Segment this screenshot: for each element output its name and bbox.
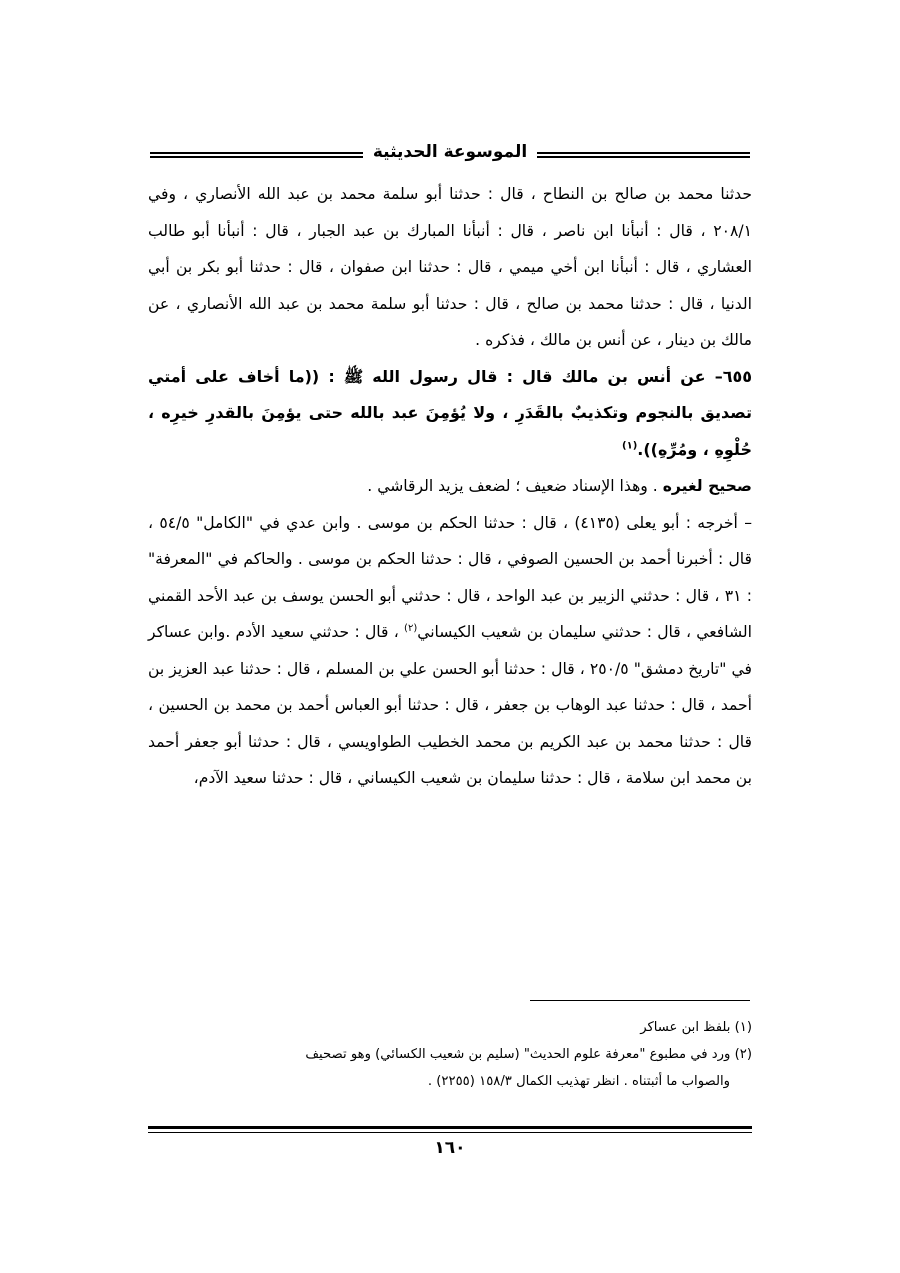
running-header-title: الموسوعة الحديثية — [363, 142, 537, 162]
grade-label: صحيح لغيره — [662, 477, 752, 495]
footnote-2-line-1: (٢) ورد في مطبوع "معرفة علوم الحديث" (سليم بن شعيب الكسائي) وهو تصحيف — [305, 1047, 752, 1062]
header-title-wrap — [150, 142, 750, 162]
grade-paragraph — [148, 468, 752, 505]
footnote-1: (١) بلفظ ابن عساكر — [640, 1020, 752, 1035]
takhrij-text-part1: – أخرجه : أبو يعلى (٤١٣٥) ، قال : حدثنا الحكم بن موسى . وابن عدي في "الكامل" ٥٤/٥ ، قال : أخبرنا أحمد بن الحسين الصوفي ، قال : حدثنا الحكم بن موسى . والحاكم في "المعرفة" : ٣١ ، قال : حدثني الزبير بن عبد الواحد ، قال : حدثني أبو الحسن يوسف بن عبد الأحد القمني الشافعي ، قال : حدثني سليمان بن شعيب الكيساني — [148, 513, 752, 641]
footnote-2-line-2: والصواب ما أثبتناه . انظر تهذيب الكمال ١٥٨/٣ (٢٢٥٥) . — [427, 1074, 730, 1089]
hadith-text: ٦٥٥– عن أنس بن مالك قال : قال رسول الله ﷺ : ((ما أخاف على أمتي تصديق بالنجوم وتكذيبٌ بالقَدَرِ ، ولا يُؤمِنَ عبد بالله حتى يؤمِنَ بالقدرِ خيرِه ، حُلْوِهِ ، ومُرِّهِ)). — [148, 366, 752, 459]
footnotes — [148, 1014, 752, 1095]
isnad-chain-paragraph: حدثنا محمد بن صالح بن النطاح ، قال : حدثنا أبو سلمة محمد بن عبد الله الأنصاري ، وفي ٢٠٨/١ ، قال : أنبأنا ابن ناصر ، قال : أنبأنا المبارك بن عبد الجبار ، قال : أنبأنا أبو طالب العشاري ، قال : أنبأنا ابن أخي ميمي ، قال : حدثنا ابن صفوان ، قال : حدثنا أبو بكر بن أبي الدنيا ، قال : حدثنا محمد بن صالح ، قال : حدثنا أبو سلمة محمد بن عبد الله الأنصاري ، عن مالك بن دينار ، عن أنس بن مالك ، فذكره . — [148, 185, 752, 349]
running-header — [150, 138, 750, 172]
footnote-separator — [530, 1000, 750, 1001]
main-text — [148, 176, 752, 797]
footnote-marker-1: (١) — [622, 440, 638, 452]
hadith-paragraph — [148, 359, 752, 469]
page-number: ١٦٠ — [434, 1138, 466, 1158]
takhrij-text-part2: ، قال : حدثني سعيد الأدم .وابن عساكر في "تاريخ دمشق" ٢٥٠/٥ ، قال : حدثنا أبو الحسن علي بن المسلم ، قال : حدثنا عبد العزيز بن أحمد ، قال : حدثنا عبد الوهاب بن جعفر ، قال : حدثنا أبو العباس أحمد بن محمد بن الحسين ، قال : حدثنا محمد بن عبد الكريم بن محمد الخطيب الطواويسي ، قال : حدثنا أبو جعفر أحمد بن محمد ابن سلامة ، قال : حدثنا سليمان بن شعيب الكيساني ، قال : حدثنا سعيد الآدم، — [148, 623, 752, 787]
footnote-marker-2: (٢) — [404, 622, 418, 634]
grade-text: . وهذا الإسناد ضعيف ؛ لضعف يزيد الرقاشي . — [367, 477, 658, 495]
footer-rule — [148, 1126, 752, 1133]
takhrij-paragraph — [148, 505, 752, 797]
